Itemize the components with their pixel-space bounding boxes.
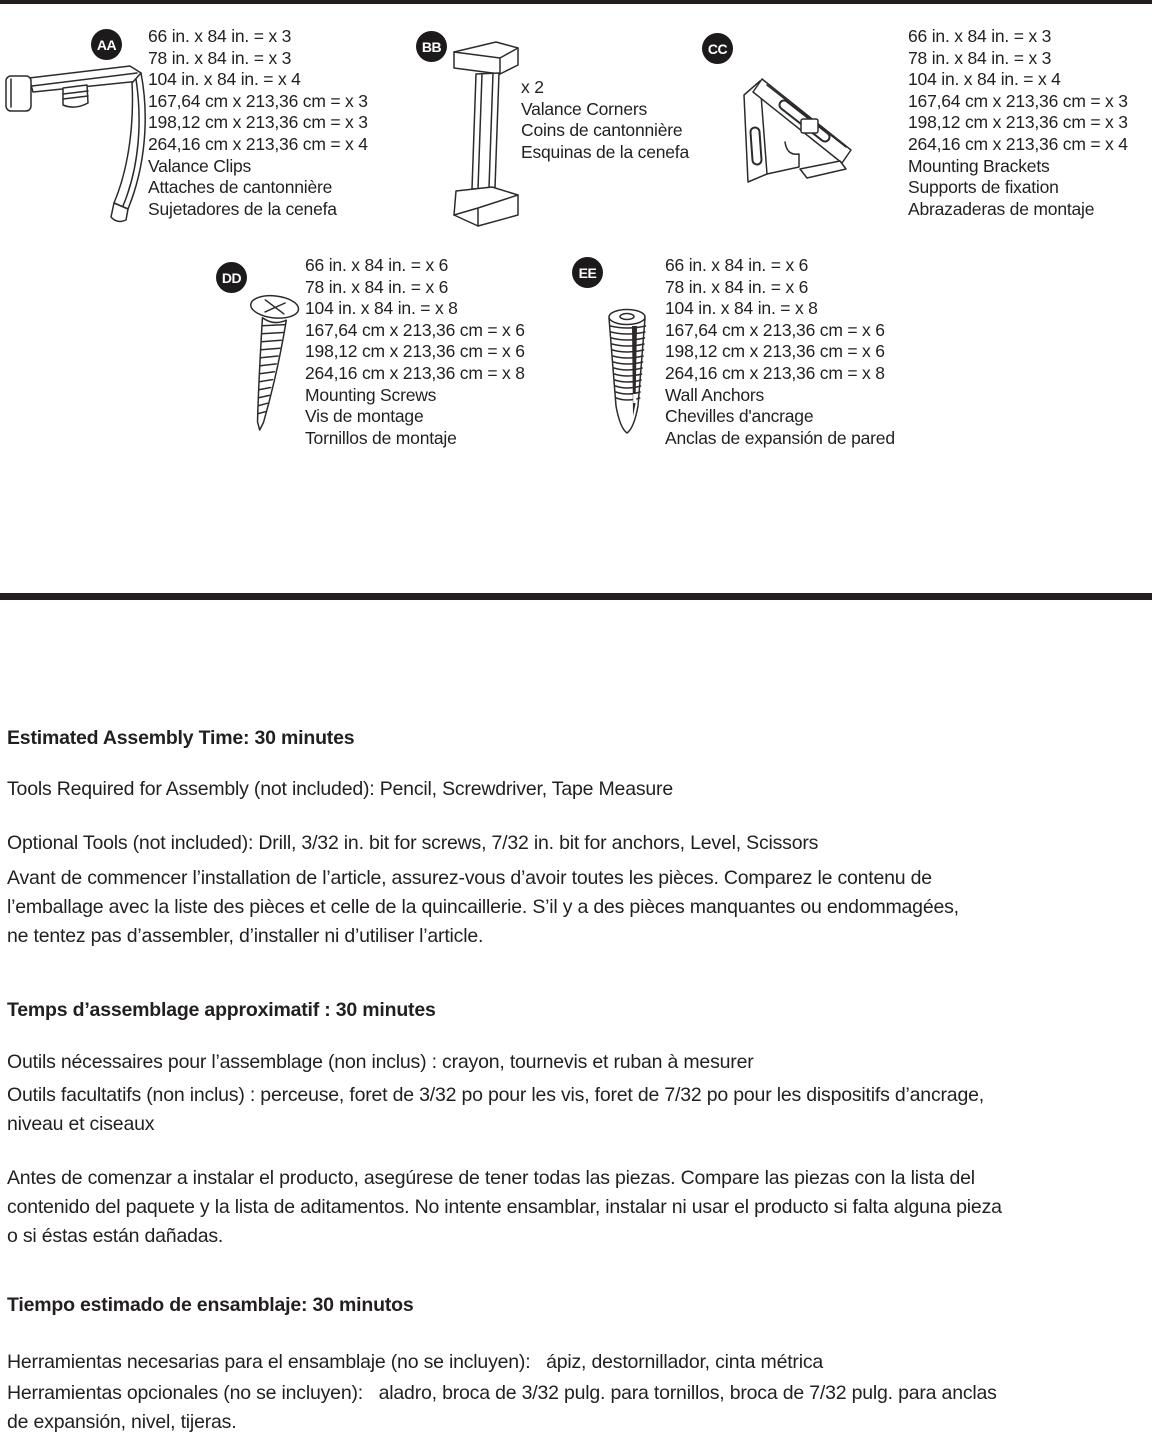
part-BB-details <box>521 77 689 163</box>
text-line: 167,64 cm x 213,36 cm = x 3 <box>908 90 1128 111</box>
text-line: Mounting Screws <box>305 384 437 405</box>
text-line: 104 in. x 84 in. = x 4 <box>148 69 301 90</box>
check-parts-es <box>7 1164 1002 1251</box>
part-badge-DD: DD <box>216 262 247 293</box>
text-line: Anclas de expansión de pared <box>665 427 895 448</box>
section-divider-rule <box>0 593 1152 600</box>
text-line: 198,12 cm x 213,36 cm = x 3 <box>908 112 1128 133</box>
optional-tools-es <box>7 1379 997 1432</box>
text-line: Vis de montage <box>305 406 424 427</box>
valance-corner-icon <box>447 37 525 235</box>
text-line: 264,16 cm x 213,36 cm = x 8 <box>665 362 885 383</box>
text-line: 167,64 cm x 213,36 cm = x 6 <box>665 319 885 340</box>
text-line: Outils facultatifs (non inclus) : perceuse, foret de 3/32 po pour les vis, foret de 7/32 po pour les dispositifs d’ancrage, <box>7 1084 984 1106</box>
text-line: l’emballage avec la liste des pièces et celle de la quincaillerie. S’il y a des pièces manquantes ou endommagées, <box>7 896 959 918</box>
mounting-bracket-icon <box>737 68 857 201</box>
text-line: 167,64 cm x 213,36 cm = x 3 <box>148 90 368 111</box>
wall-anchor-icon <box>605 306 651 442</box>
part-DD-details <box>305 255 525 449</box>
text-line: 104 in. x 84 in. = x 8 <box>665 298 818 319</box>
text-line: 78 in. x 84 in. = x 3 <box>908 47 1052 68</box>
text-line: Avant de commencer l’installation de l’article, assurez-vous d’avoir toutes les pièces. Comparez le contenu de <box>7 867 932 889</box>
part-badge-EE: EE <box>572 257 603 288</box>
text-line: Mounting Brackets <box>908 155 1050 176</box>
part-badge-BB: BB <box>416 31 447 62</box>
text-line: ne tentez pas d’assembler, d’installer ni d’utiliser l’article. <box>7 925 484 947</box>
text-line: Sujetadores de la cenefa <box>148 198 337 219</box>
text-line: x 2 <box>521 77 544 97</box>
text-line: 78 in. x 84 in. = x 6 <box>665 276 809 297</box>
text-line: 198,12 cm x 213,36 cm = x 6 <box>305 341 525 362</box>
text-line: Valance Clips <box>148 155 252 176</box>
text-line: Chevilles d'ancrage <box>665 406 814 427</box>
assembly-time-fr: Temps d’assemblage approximatif : 30 minutes <box>7 998 436 1021</box>
text-line: Wall Anchors <box>665 384 765 405</box>
optional-tools-fr <box>7 1081 984 1139</box>
part-EE-details <box>665 255 895 449</box>
text-line: Attaches de cantonnière <box>148 177 333 198</box>
text-line: o si éstas están dañadas. <box>7 1225 224 1247</box>
text-line: Tornillos de montaje <box>305 427 457 448</box>
text-line: 198,12 cm x 213,36 cm = x 3 <box>148 112 368 133</box>
text-line: 66 in. x 84 in. = x 3 <box>908 26 1052 46</box>
part-AA-details <box>148 26 368 220</box>
mounting-screw-icon <box>244 293 306 445</box>
text-line: 264,16 cm x 213,36 cm = x 4 <box>148 133 368 154</box>
part-CC-details <box>908 26 1128 220</box>
text-line: 104 in. x 84 in. = x 8 <box>305 298 458 319</box>
text-line: 78 in. x 84 in. = x 3 <box>148 47 292 68</box>
text-line: 198,12 cm x 213,36 cm = x 6 <box>665 341 885 362</box>
text-line: 78 in. x 84 in. = x 6 <box>305 276 449 297</box>
text-line: Supports de fixation <box>908 177 1059 198</box>
text-line: contenido del paquete y la lista de aditamentos. No intente ensamblar, instalar ni usar el producto si falta alguna pieza <box>7 1196 1002 1218</box>
text-line: Esquinas de la cenefa <box>521 141 690 162</box>
text-line: 104 in. x 84 in. = x 4 <box>908 69 1061 90</box>
text-line: 66 in. x 84 in. = x 6 <box>305 255 449 275</box>
text-line: 264,16 cm x 213,36 cm = x 8 <box>305 362 525 383</box>
text-line: de expansión, nivel, tijeras. <box>7 1411 237 1432</box>
text-line: niveau et ciseaux <box>7 1113 155 1135</box>
assembly-time-es: Tiempo estimado de ensamblaje: 30 minutos <box>7 1293 414 1316</box>
assembly-time-en: Estimated Assembly Time: 30 minutes <box>7 726 355 749</box>
top-edge-rule <box>0 0 1152 4</box>
text-line: 66 in. x 84 in. = x 6 <box>665 255 809 275</box>
text-line: 167,64 cm x 213,36 cm = x 6 <box>305 319 525 340</box>
text-line: Abrazaderas de montaje <box>908 198 1095 219</box>
optional-tools-en: Optional Tools (not included): Drill, 3/32 in. bit for screws, 7/32 in. bit for anchors, Level, Scissors <box>7 831 819 854</box>
valance-clip-icon <box>2 57 150 229</box>
text-line: 66 in. x 84 in. = x 3 <box>148 26 292 46</box>
text-line: Antes de comenzar a instalar el producto, asegúrese de tener todas las piezas. Compare las piezas con la lista del <box>7 1167 975 1189</box>
tools-required-es: Herramientas necesarias para el ensamblaje (no se incluyen): ápiz, destornillador, cinta métrica <box>7 1350 824 1373</box>
part-badge-AA: AA <box>91 29 122 60</box>
part-badge-CC: CC <box>702 33 733 64</box>
tools-required-fr: Outils nécessaires pour l’assemblage (non inclus) : crayon, tournevis et ruban à mesurer <box>7 1050 754 1073</box>
text-line: Coins de cantonnière <box>521 120 683 141</box>
check-parts-fr <box>7 864 959 951</box>
text-line: 264,16 cm x 213,36 cm = x 4 <box>908 133 1128 154</box>
text-line: Herramientas opcionales (no se incluyen): aladro, broca de 3/32 pulg. para tornillos, broca de 7/32 pulg. para anclas <box>7 1382 997 1404</box>
tools-required-en: Tools Required for Assembly (not included): Pencil, Screwdriver, Tape Measure <box>7 777 673 800</box>
text-line: Valance Corners <box>521 98 648 119</box>
